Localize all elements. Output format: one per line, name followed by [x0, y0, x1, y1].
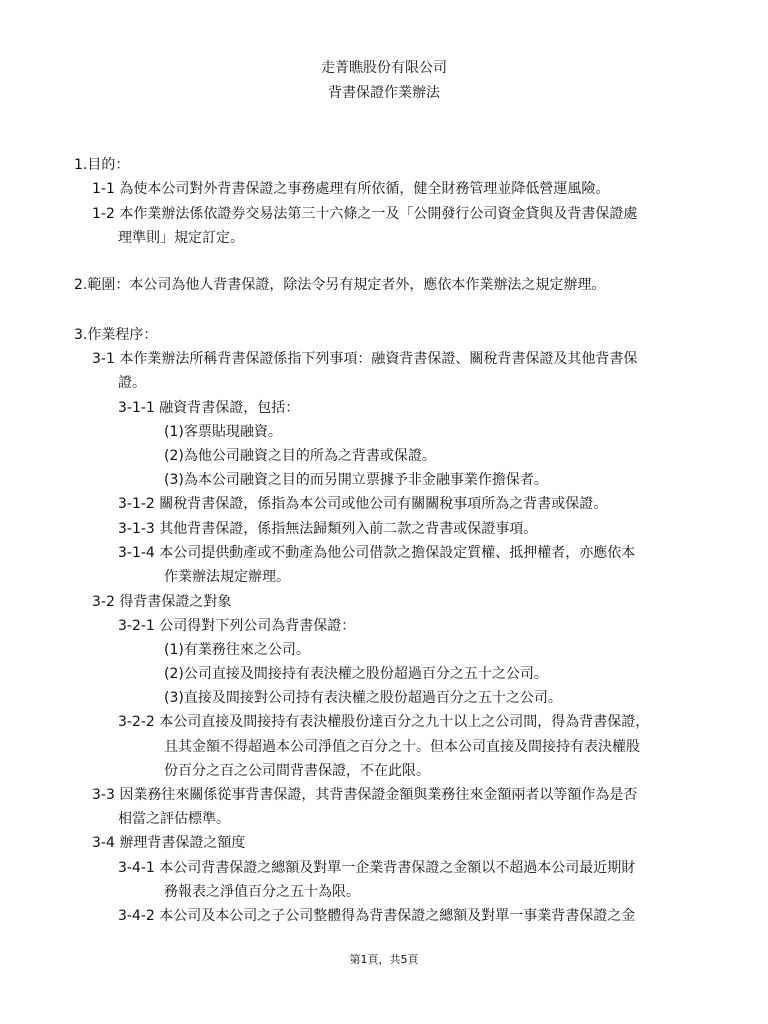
subsection-line: 3-1-4 本公司提供動產或不動產為他公司借款之擔保設定質權、抵押權者，亦應依本: [118, 545, 636, 561]
subsection-line: 3-1-1 融資背書保證，包括：: [118, 400, 300, 416]
paragraph-line: 1-2 本作業辦法係依證券交易法第三十六條之一及「公開發行公司資金貸與及背書保證處: [92, 206, 638, 222]
company-name: 走菁瞧股份有限公司: [321, 60, 447, 76]
paragraph-line: 3-3 因業務往來關係從事背書保證，其背書保證金額與業務往來金額兩者以等額作為是否: [92, 787, 638, 803]
subsection-line: 3-2-1 公司得對下列公司為背書保證：: [118, 618, 356, 634]
list-item: (2)公司直接及間接持有表決權之股份超過百分之五十之公司。: [164, 666, 548, 682]
list-item: (3)直接及間接對公司持有表決權之股份超過百分之五十之公司。: [164, 690, 562, 706]
subsection-line: 3-1-2 關稅背書保證，係指為本公司或他公司有關關稅事項所為之背書或保證。: [118, 496, 608, 512]
paragraph-line: 理準則」規定訂定。: [118, 230, 244, 246]
subsection-line: 3-1-3 其他背書保證，係指無法歸類列入前二款之背書或保證事項。: [118, 521, 538, 537]
paragraph-line: 3-2 得背書保證之對象: [92, 594, 232, 610]
page-footer: 第1頁，共5頁: [349, 953, 419, 966]
list-item: (3)為本公司融資之目的而另開立票據予非金融事業作擔保者。: [164, 472, 548, 488]
section-heading: 1.目的：: [74, 157, 130, 173]
paragraph-line: 份百分之百之公司間背書保證，不在此限。: [164, 763, 430, 779]
document-title: 背書保證作業辦法: [328, 85, 440, 101]
paragraph-line: 3-1 本作業辦法所稱背書保證係指下列事項：融資背書保證、關稅背書保證及其他背書保: [92, 351, 638, 367]
subsection-line: 3-4-2 本公司及本公司之子公司整體得為背書保證之總額及對單一事業背書保證之金: [118, 908, 636, 924]
section-heading: 3.作業程序：: [74, 327, 158, 343]
paragraph-line: 證。: [118, 375, 146, 391]
section-heading: 2.範圍：本公司為他人背書保證，除法令另有規定者外，應依本作業辦法之規定辦理。: [74, 277, 606, 293]
paragraph-line: 且其金額不得超過本公司淨值之百分之十。但本公司直接及間接持有表決權股: [164, 739, 640, 755]
paragraph-line: 3-4 辦理背書保證之額度: [92, 835, 246, 851]
list-item: (1)客票貼現融資。: [164, 424, 282, 440]
subsection-line: 3-2-2 本公司直接及間接持有表決權股份達百分之九十以上之公司間，得為背書保證，: [118, 714, 650, 730]
list-item: (2)為他公司融資之目的所為之背書或保證。: [164, 448, 436, 464]
paragraph-line: 務報表之淨值百分之五十為限。: [164, 884, 360, 900]
paragraph-line: 相當之評估標準。: [118, 811, 230, 827]
paragraph-line: 1-1 為使本公司對外背書保證之事務處理有所依循，健全財務管理並降低營運風險。: [92, 181, 610, 197]
subsection-line: 3-4-1 本公司背書保證之總額及對單一企業背書保證之金額以不超過本公司最近期財: [118, 860, 636, 876]
paragraph-line: 作業辦法規定辦理。: [164, 569, 290, 585]
list-item: (1)有業務往來之公司。: [164, 642, 310, 658]
